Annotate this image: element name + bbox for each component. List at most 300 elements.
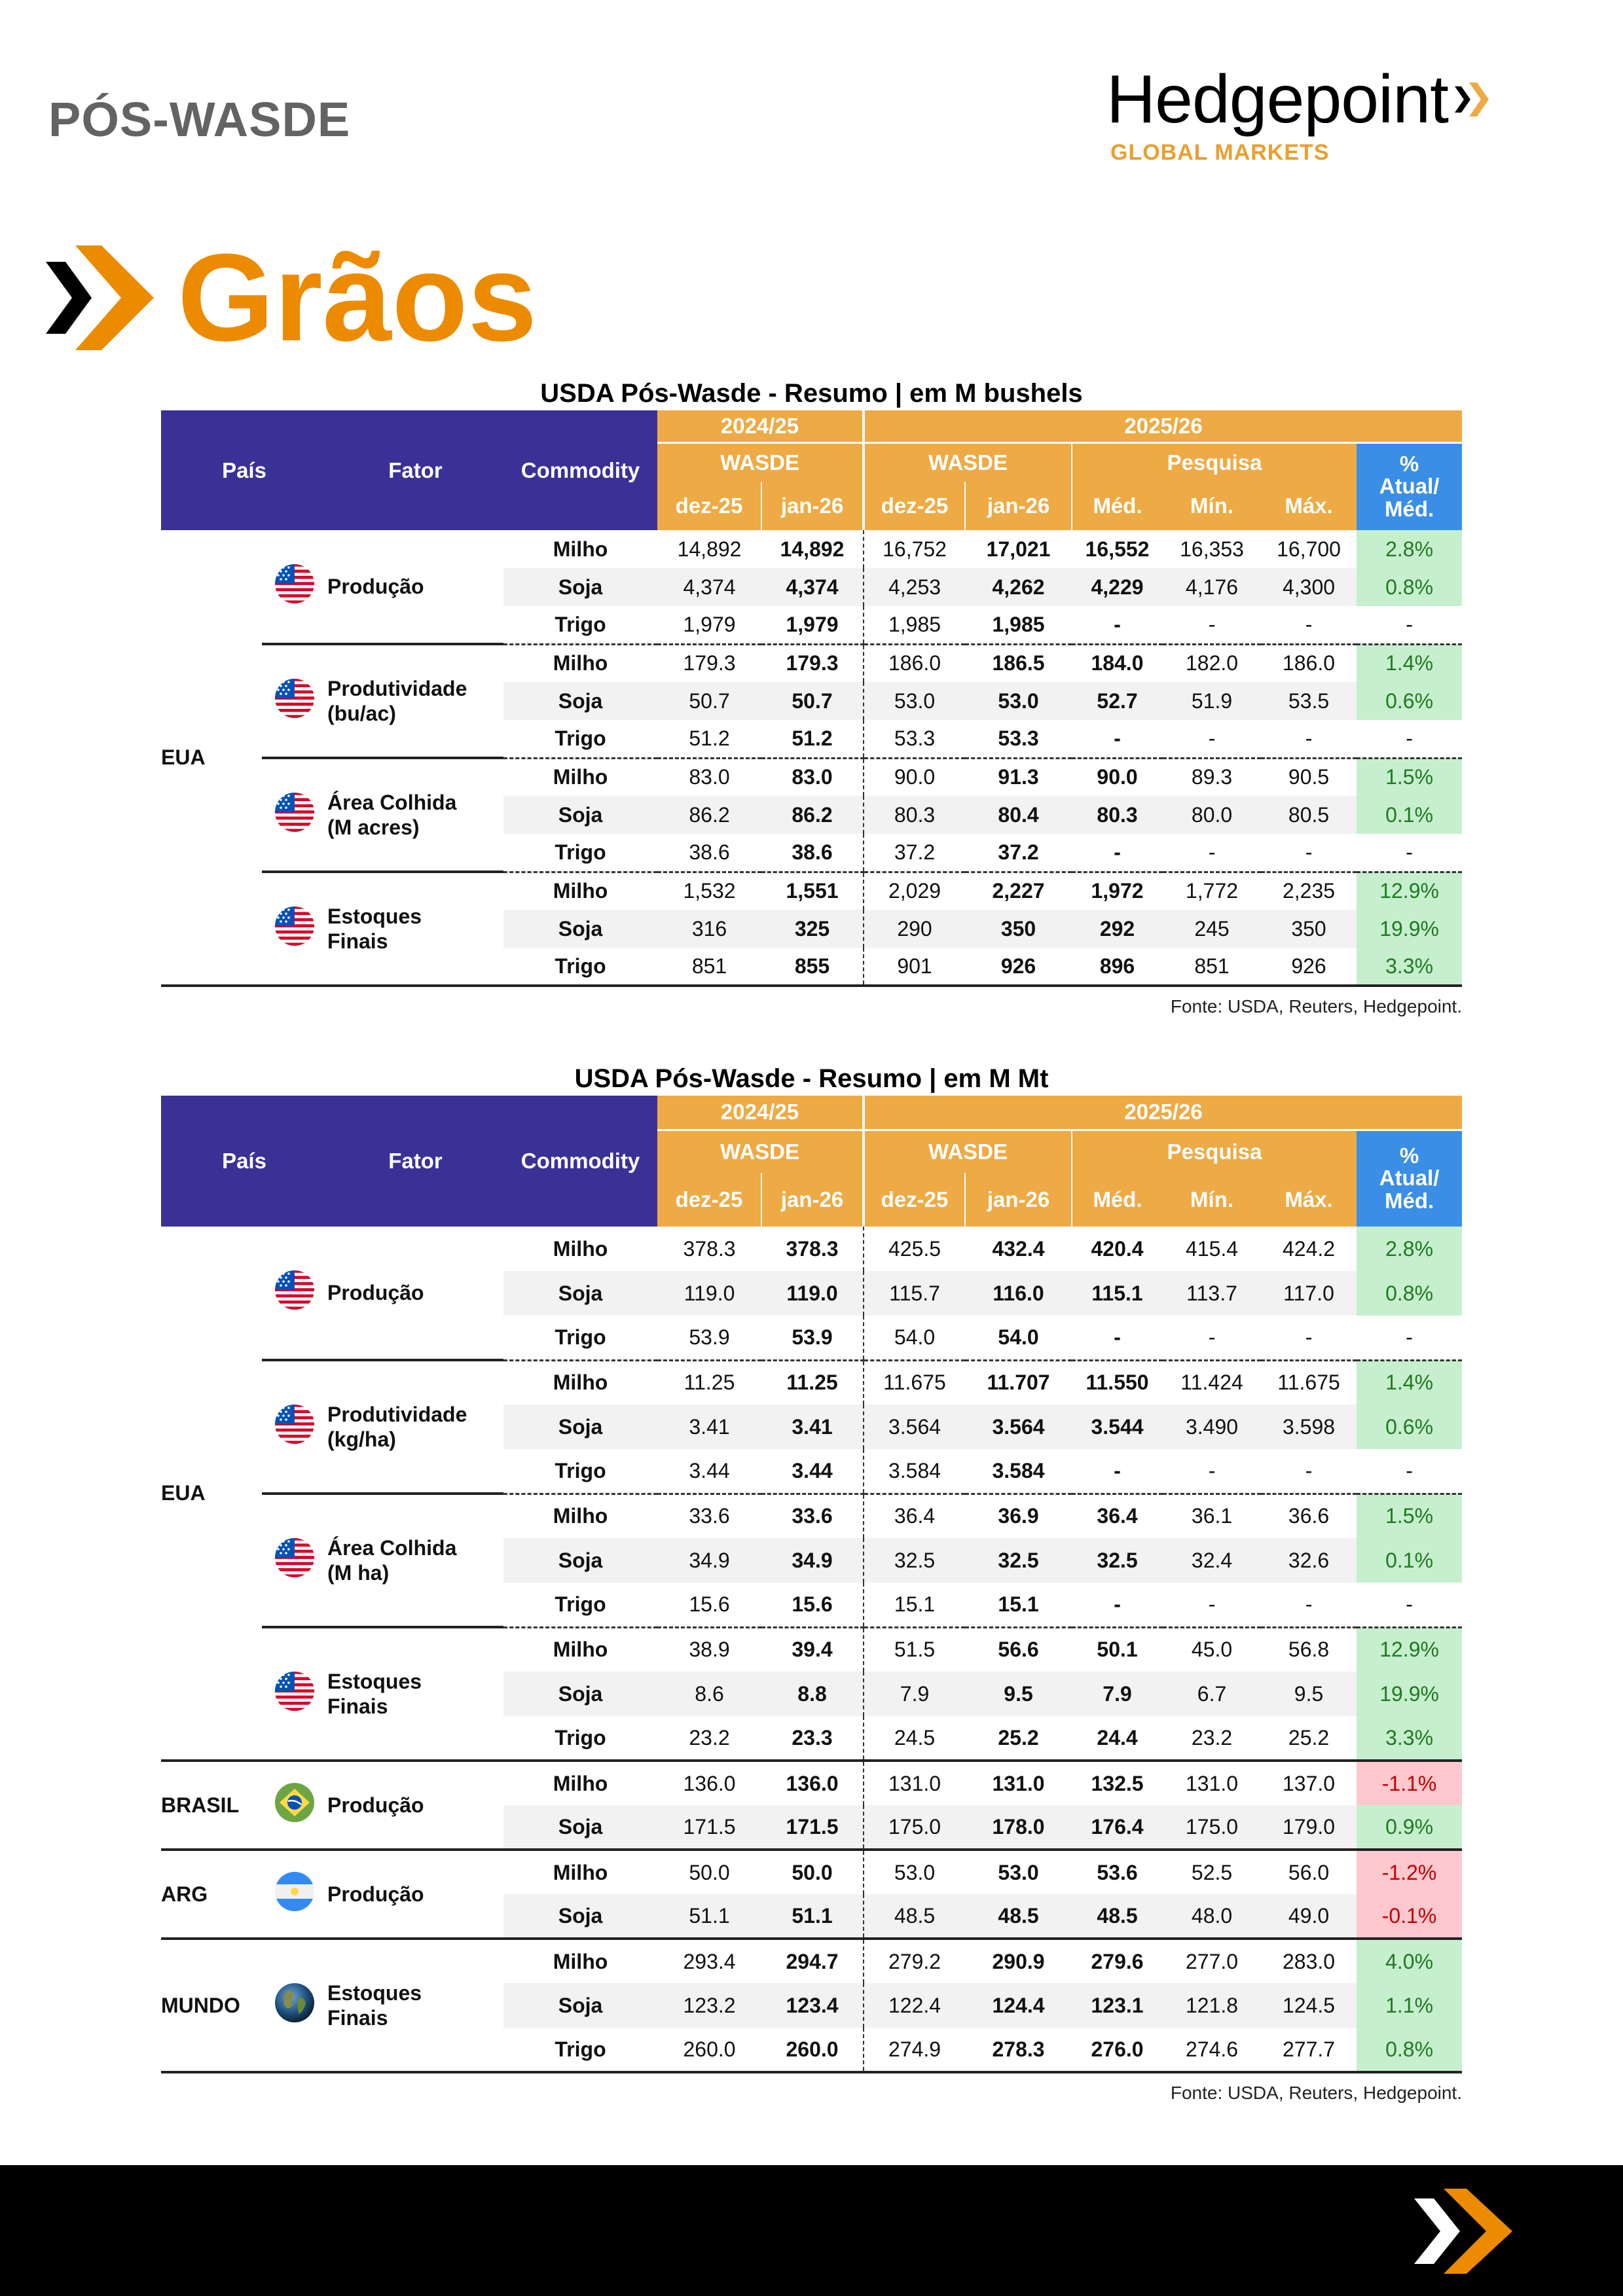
- value-cell: 3.544: [1072, 1405, 1163, 1449]
- value-cell: 350: [965, 910, 1072, 948]
- value-cell: 36.4: [864, 1494, 965, 1538]
- report-label: PÓS-WASDE: [48, 92, 351, 147]
- value-cell: 131.0: [864, 1761, 965, 1805]
- value-cell: 1,985: [992, 612, 1045, 636]
- value-cell: -: [1114, 840, 1121, 864]
- value-cell: 316: [657, 910, 761, 948]
- value-cell: 926: [965, 948, 1072, 986]
- value-cell: 38.6: [689, 840, 730, 864]
- value-cell: 294.7: [761, 1939, 864, 1983]
- value-cell: 1,551: [761, 872, 864, 910]
- value-cell: 32.5: [1072, 1538, 1163, 1583]
- value-cell: -: [1114, 612, 1121, 636]
- value-cell: 3.584: [992, 1458, 1045, 1482]
- value-cell: 80.3: [864, 796, 965, 834]
- value-cell: 1,772: [1163, 872, 1261, 910]
- value-cell: 432.4: [992, 1236, 1045, 1261]
- value-cell: -: [1305, 1458, 1313, 1482]
- value-cell: 14,892: [780, 537, 845, 561]
- table-row: [161, 1494, 1462, 1538]
- pct-change-cell: 19.9%: [1357, 1672, 1462, 1716]
- value-cell: 274.6: [1163, 2028, 1261, 2072]
- value-cell: 53.0: [965, 1850, 1072, 1894]
- header-commodity: Commodity: [503, 410, 657, 530]
- pct-change-cell: 1.4%: [1357, 644, 1462, 682]
- logo-wordmark: Hedgepoint: [1106, 62, 1448, 137]
- value-cell: 48.5: [1072, 1894, 1163, 1939]
- value-cell: 283.0: [1261, 1939, 1357, 1983]
- value-cell: 1,532: [657, 872, 761, 910]
- value-cell: 45.0: [1163, 1627, 1261, 1672]
- value-cell: 4,229: [1072, 568, 1163, 606]
- value-cell: 378.3: [786, 1236, 839, 1261]
- header-wasde-2025-26: WASDE: [864, 442, 1072, 482]
- table-row: [161, 644, 1462, 682]
- value-cell: -: [1305, 1592, 1313, 1616]
- value-cell: 290: [864, 910, 965, 948]
- pct-change-cell: -: [1406, 1458, 1413, 1482]
- value-cell: 91.3: [965, 758, 1072, 796]
- pct-change-cell: 4.0%: [1357, 1939, 1462, 1983]
- commodity-label: Soja: [503, 1538, 657, 1583]
- factor-label: Estoques Finais: [327, 1939, 503, 2072]
- commodity-label: Trigo: [555, 840, 606, 864]
- commodity-label: Trigo: [555, 1325, 606, 1349]
- value-cell: 176.4: [1072, 1805, 1163, 1850]
- value-cell: 3.44: [792, 1458, 833, 1482]
- value-cell: 276.0: [1072, 2028, 1163, 2072]
- value-cell: 124.4: [965, 1983, 1072, 2028]
- pct-change-cell: 0.6%: [1357, 1405, 1462, 1449]
- pct-change-cell: -: [1406, 1592, 1413, 1616]
- value-cell: 53.0: [864, 1850, 965, 1894]
- value-cell: 131.0: [965, 1761, 1072, 1805]
- commodity-label: Trigo: [555, 1725, 606, 1749]
- value-cell: 136.0: [657, 1761, 761, 1805]
- value-cell: 178.0: [965, 1805, 1072, 1850]
- header-pesquisa: Pesquisa: [1072, 1130, 1357, 1173]
- value-cell: 16,752: [864, 530, 965, 568]
- value-cell: -: [1114, 1458, 1121, 1482]
- source-note: Fonte: USDA, Reuters, Hedgepoint.: [1170, 2083, 1462, 2103]
- value-cell: 292: [1072, 910, 1163, 948]
- data-table: [161, 410, 1462, 987]
- value-cell: 2,029: [864, 872, 965, 910]
- pct-change-cell: -: [1406, 726, 1413, 750]
- header-commodity: Commodity: [503, 1096, 657, 1227]
- value-cell: 3.564: [965, 1405, 1072, 1449]
- value-cell: 179.3: [761, 644, 864, 682]
- value-cell: 25.2: [1288, 1725, 1330, 1749]
- value-cell: -: [1305, 840, 1313, 864]
- value-cell: 136.0: [761, 1761, 864, 1805]
- value-cell: 123.2: [657, 1983, 761, 2028]
- header-wasde-2025-26: WASDE: [864, 1130, 1072, 1173]
- value-cell: 15.1: [998, 1592, 1039, 1616]
- value-cell: 1,979: [683, 612, 736, 636]
- commodity-label: Soja: [503, 1894, 657, 1939]
- value-cell: 293.4: [657, 1939, 761, 1983]
- pct-change-cell: -1.1%: [1357, 1761, 1462, 1805]
- value-cell: 11.550: [1072, 1360, 1163, 1405]
- value-cell: 15.6: [792, 1592, 833, 1616]
- value-cell: -: [1114, 1592, 1121, 1616]
- logo-tagline: GLOBAL MARKETS: [1110, 140, 1330, 165]
- value-cell: 3.41: [761, 1405, 864, 1449]
- value-cell: -: [1114, 1325, 1121, 1349]
- header-col-dez25: dez-25: [657, 482, 761, 530]
- value-cell: 260.0: [761, 2028, 864, 2072]
- country-label: MUNDO: [161, 1939, 262, 2072]
- factor-label: Produtividade (kg/ha): [327, 1360, 503, 1494]
- value-cell: 171.5: [761, 1805, 864, 1850]
- value-cell: 184.0: [1072, 644, 1163, 682]
- header-fator: Fator: [327, 410, 503, 530]
- value-cell: 8.8: [761, 1672, 864, 1716]
- header-col-jan26: jan-26: [761, 482, 864, 530]
- commodity-label: Milho: [503, 1850, 657, 1894]
- value-cell: 24.4: [1097, 1725, 1138, 1749]
- header-col-jan26: jan-26: [965, 1173, 1072, 1227]
- commodity-label: Trigo: [555, 726, 606, 750]
- us-flag-icon: [262, 644, 327, 758]
- value-cell: 122.4: [864, 1983, 965, 2028]
- value-cell: 80.5: [1261, 796, 1357, 834]
- value-cell: 80.4: [965, 796, 1072, 834]
- hedgepoint-logo: [1106, 62, 1491, 166]
- header-col-jan26: jan-26: [965, 482, 1072, 530]
- header-wasde-2024-25: WASDE: [657, 1130, 864, 1173]
- value-cell: 80.0: [1163, 796, 1261, 834]
- factor-label: Produção: [327, 1227, 503, 1360]
- value-cell: 4,176: [1163, 568, 1261, 606]
- header-fator: Fator: [327, 1096, 503, 1227]
- value-cell: 83.0: [761, 758, 864, 796]
- commodity-label: Milho: [503, 644, 657, 682]
- value-cell: 52.7: [1072, 682, 1163, 720]
- header-season-2025-26: 2025/26: [864, 1096, 1462, 1130]
- commodity-label: Trigo: [555, 612, 606, 636]
- header-col-mx: Máx.: [1261, 1173, 1357, 1227]
- value-cell: 23.2: [1191, 1725, 1233, 1749]
- value-cell: 54.0: [864, 1316, 965, 1360]
- us-flag-icon: [262, 1627, 327, 1761]
- value-cell: 54.0: [998, 1325, 1039, 1349]
- value-cell: 3.490: [1163, 1405, 1261, 1449]
- value-cell: 279.6: [1072, 1939, 1163, 1983]
- header-wasde-2024-25: WASDE: [657, 442, 864, 482]
- pct-change-cell: 3.3%: [1357, 1716, 1462, 1761]
- value-cell: 53.5: [1261, 682, 1357, 720]
- factor-label: Produção: [327, 530, 503, 644]
- value-cell: 32.5: [965, 1538, 1072, 1583]
- value-cell: 1,979: [786, 612, 839, 636]
- value-cell: 33.6: [761, 1494, 864, 1538]
- pct-change-cell: -0.1%: [1357, 1894, 1462, 1939]
- value-cell: 2,227: [965, 872, 1072, 910]
- value-cell: 38.9: [657, 1627, 761, 1672]
- value-cell: 90.0: [864, 758, 965, 796]
- header-season-2024-25: 2024/25: [657, 410, 864, 442]
- value-cell: 7.9: [1072, 1672, 1163, 1716]
- header-pais: País: [161, 1096, 327, 1227]
- header-col-dez25: dez-25: [864, 482, 965, 530]
- value-cell: 278.3: [965, 2028, 1072, 2072]
- value-cell: 36.9: [965, 1494, 1072, 1538]
- value-cell: 11.25: [761, 1360, 864, 1405]
- value-cell: 50.1: [1072, 1627, 1163, 1672]
- pct-change-cell: 12.9%: [1357, 1627, 1462, 1672]
- value-cell: 50.0: [657, 1850, 761, 1894]
- value-cell: -: [1305, 1325, 1313, 1349]
- value-cell: 113.7: [1163, 1271, 1261, 1316]
- value-cell: 53.0: [864, 682, 965, 720]
- value-cell: 245: [1163, 910, 1261, 948]
- page-footer: [0, 2165, 1623, 2296]
- value-cell: 16,353: [1180, 537, 1244, 561]
- commodity-label: Trigo: [503, 948, 657, 986]
- commodity-label: Soja: [503, 1271, 657, 1316]
- value-cell: 37.2: [998, 840, 1039, 864]
- commodity-label: Milho: [503, 872, 657, 910]
- commodity-label: Trigo: [555, 1458, 606, 1482]
- value-cell: 851: [657, 948, 761, 986]
- value-cell: 11.675: [864, 1360, 965, 1405]
- value-cell: 3.41: [657, 1405, 761, 1449]
- value-cell: 4,300: [1261, 568, 1357, 606]
- value-cell: 11.25: [657, 1360, 761, 1405]
- commodity-label: Milho: [503, 1360, 657, 1405]
- footer-chevron-icon: [1414, 2189, 1512, 2274]
- value-cell: 49.0: [1261, 1894, 1357, 1939]
- value-cell: 48.5: [864, 1894, 965, 1939]
- summary-table-bushels: [161, 376, 1462, 1017]
- pct-change-cell: -1.2%: [1357, 1850, 1462, 1894]
- header-season-2025-26: 2025/26: [864, 410, 1462, 442]
- header-col-mn: Mín.: [1163, 482, 1261, 530]
- value-cell: 9.5: [1261, 1672, 1357, 1716]
- header-pesquisa: Pesquisa: [1072, 442, 1357, 482]
- value-cell: 182.0: [1163, 644, 1261, 682]
- us-flag-icon: [262, 1227, 327, 1360]
- pct-change-cell: 1.5%: [1357, 758, 1462, 796]
- header-col-jan26: jan-26: [761, 1173, 864, 1227]
- pct-change-cell: 12.9%: [1357, 872, 1462, 910]
- commodity-label: Soja: [503, 1983, 657, 2028]
- pct-change-cell: -: [1406, 840, 1413, 864]
- value-cell: -: [1208, 1458, 1216, 1482]
- pct-change-cell: 0.6%: [1357, 682, 1462, 720]
- value-cell: 36.1: [1163, 1494, 1261, 1538]
- commodity-label: Trigo: [503, 2028, 657, 2072]
- value-cell: -: [1305, 612, 1313, 636]
- value-cell: 350: [1261, 910, 1357, 948]
- value-cell: 48.0: [1163, 1894, 1261, 1939]
- value-cell: 179.0: [1261, 1805, 1357, 1850]
- header-col-md: Méd.: [1072, 1173, 1163, 1227]
- value-cell: 51.1: [761, 1894, 864, 1939]
- value-cell: 34.9: [761, 1538, 864, 1583]
- country-label: EUA: [161, 1227, 262, 1761]
- pct-change-cell: 1.1%: [1357, 1983, 1462, 2028]
- value-cell: 33.6: [657, 1494, 761, 1538]
- commodity-label: Milho: [503, 1627, 657, 1672]
- pct-change-cell: 0.8%: [1357, 2028, 1462, 2072]
- value-cell: 179.3: [657, 644, 761, 682]
- header-col-dez25: dez-25: [657, 1173, 761, 1227]
- value-cell: 50.7: [761, 682, 864, 720]
- value-cell: 123.1: [1072, 1983, 1163, 2028]
- country-label: ARG: [161, 1850, 262, 1939]
- table-row: [161, 1850, 1462, 1894]
- value-cell: 34.9: [657, 1538, 761, 1583]
- value-cell: 186.0: [864, 644, 965, 682]
- value-cell: 15.1: [864, 1583, 965, 1627]
- value-cell: 186.5: [965, 644, 1072, 682]
- pct-change-cell: 2.8%: [1357, 530, 1462, 568]
- pct-change-cell: 0.1%: [1357, 1538, 1462, 1583]
- value-cell: 51.9: [1163, 682, 1261, 720]
- value-cell: 89.3: [1163, 758, 1261, 796]
- value-cell: 37.2: [864, 834, 965, 872]
- value-cell: 117.0: [1261, 1271, 1357, 1316]
- table-title: USDA Pós-Wasde - Resumo | em M bushels: [540, 379, 1083, 408]
- value-cell: 51.1: [657, 1894, 761, 1939]
- commodity-label: Soja: [503, 1805, 657, 1850]
- value-cell: -: [1114, 726, 1121, 750]
- commodity-label: Milho: [503, 1761, 657, 1805]
- value-cell: 896: [1072, 948, 1163, 986]
- value-cell: 32.6: [1261, 1538, 1357, 1583]
- value-cell: 115.7: [864, 1271, 965, 1316]
- value-cell: 36.4: [1072, 1494, 1163, 1538]
- pct-change-cell: 3.3%: [1357, 948, 1462, 986]
- section-header: [46, 228, 538, 367]
- factor-label: Área Colhida (M acres): [327, 758, 503, 872]
- value-cell: 7.9: [864, 1672, 965, 1716]
- header-col-dez25: dez-25: [864, 1173, 965, 1227]
- value-cell: 4,374: [657, 568, 761, 606]
- value-cell: 901: [864, 948, 965, 986]
- value-cell: 39.4: [761, 1627, 864, 1672]
- commodity-label: Soja: [503, 910, 657, 948]
- header-col-mx: Máx.: [1261, 482, 1357, 530]
- value-cell: 3.44: [689, 1458, 730, 1482]
- value-cell: 23.2: [689, 1725, 730, 1749]
- table-row: [161, 1627, 1462, 1672]
- chevron-logo-icon: [1452, 80, 1491, 119]
- table-row: [161, 1761, 1462, 1805]
- factor-label: Estoques Finais: [327, 872, 503, 986]
- value-cell: 4,253: [864, 568, 965, 606]
- value-cell: 279.2: [864, 1939, 965, 1983]
- value-cell: 80.3: [1072, 796, 1163, 834]
- header-pct-atual-med: % Atual/ Méd.: [1357, 442, 1462, 530]
- data-table: [161, 1096, 1462, 2073]
- factor-label: Produção: [327, 1761, 503, 1850]
- value-cell: 186.0: [1261, 644, 1357, 682]
- value-cell: 926: [1261, 948, 1357, 986]
- argentina-flag-icon: [262, 1850, 327, 1939]
- value-cell: 274.9: [864, 2028, 965, 2072]
- value-cell: -: [1208, 726, 1216, 750]
- value-cell: 1,972: [1072, 872, 1163, 910]
- value-cell: 17,021: [986, 537, 1051, 561]
- value-cell: 2,235: [1261, 872, 1357, 910]
- value-cell: 53.0: [965, 682, 1072, 720]
- table-row: [161, 1360, 1462, 1405]
- table-row: [161, 1227, 1462, 1271]
- value-cell: 277.0: [1163, 1939, 1261, 1983]
- value-cell: 83.0: [657, 758, 761, 796]
- table-row: [161, 530, 1462, 568]
- value-cell: 25.2: [998, 1725, 1039, 1749]
- value-cell: 56.0: [1261, 1850, 1357, 1894]
- value-cell: 86.2: [657, 796, 761, 834]
- value-cell: 378.3: [683, 1236, 736, 1261]
- value-cell: 277.7: [1261, 2028, 1357, 2072]
- table-row: [161, 758, 1462, 796]
- value-cell: 8.6: [657, 1672, 761, 1716]
- value-cell: 11.424: [1163, 1360, 1261, 1405]
- value-cell: 32.5: [864, 1538, 965, 1583]
- value-cell: 36.6: [1261, 1494, 1357, 1538]
- us-flag-icon: [262, 1360, 327, 1494]
- value-cell: 132.5: [1072, 1761, 1163, 1805]
- commodity-label: Soja: [503, 568, 657, 606]
- section-chevron-icon: [46, 245, 154, 350]
- pct-change-cell: 0.8%: [1357, 568, 1462, 606]
- value-cell: 6.7: [1163, 1672, 1261, 1716]
- value-cell: 24.5: [864, 1716, 965, 1761]
- commodity-label: Soja: [503, 796, 657, 834]
- country-label: BRASIL: [161, 1761, 262, 1850]
- us-flag-icon: [262, 758, 327, 872]
- value-cell: 90.0: [1072, 758, 1163, 796]
- value-cell: 90.5: [1261, 758, 1357, 796]
- value-cell: 115.1: [1072, 1271, 1163, 1316]
- value-cell: 4,262: [965, 568, 1072, 606]
- value-cell: 855: [761, 948, 864, 986]
- value-cell: 4,374: [761, 568, 864, 606]
- value-cell: 119.0: [761, 1271, 864, 1316]
- value-cell: 116.0: [965, 1271, 1072, 1316]
- value-cell: 9.5: [965, 1672, 1072, 1716]
- value-cell: 51.5: [864, 1627, 965, 1672]
- value-cell: 290.9: [965, 1939, 1072, 1983]
- commodity-label: Milho: [503, 1494, 657, 1538]
- value-cell: 137.0: [1261, 1761, 1357, 1805]
- value-cell: 38.6: [792, 840, 833, 864]
- pct-change-cell: 1.5%: [1357, 1494, 1462, 1538]
- pct-change-cell: 0.1%: [1357, 796, 1462, 834]
- value-cell: 3.584: [864, 1449, 965, 1494]
- header-season-2024-25: 2024/25: [657, 1096, 864, 1130]
- pct-change-cell: 1.4%: [1357, 1360, 1462, 1405]
- factor-label: Área Colhida (M ha): [327, 1494, 503, 1627]
- commodity-label: Milho: [503, 1939, 657, 1983]
- value-cell: 32.4: [1163, 1538, 1261, 1583]
- value-cell: 23.3: [792, 1725, 833, 1749]
- value-cell: 15.6: [689, 1592, 730, 1616]
- value-cell: 124.5: [1261, 1983, 1357, 2028]
- table-title: USDA Pós-Wasde - Resumo | em M Mt: [574, 1064, 1049, 1093]
- pct-change-cell: -: [1406, 1325, 1413, 1349]
- value-cell: 86.2: [761, 796, 864, 834]
- value-cell: 50.7: [657, 682, 761, 720]
- value-cell: 11.675: [1261, 1360, 1357, 1405]
- value-cell: 131.0: [1163, 1761, 1261, 1805]
